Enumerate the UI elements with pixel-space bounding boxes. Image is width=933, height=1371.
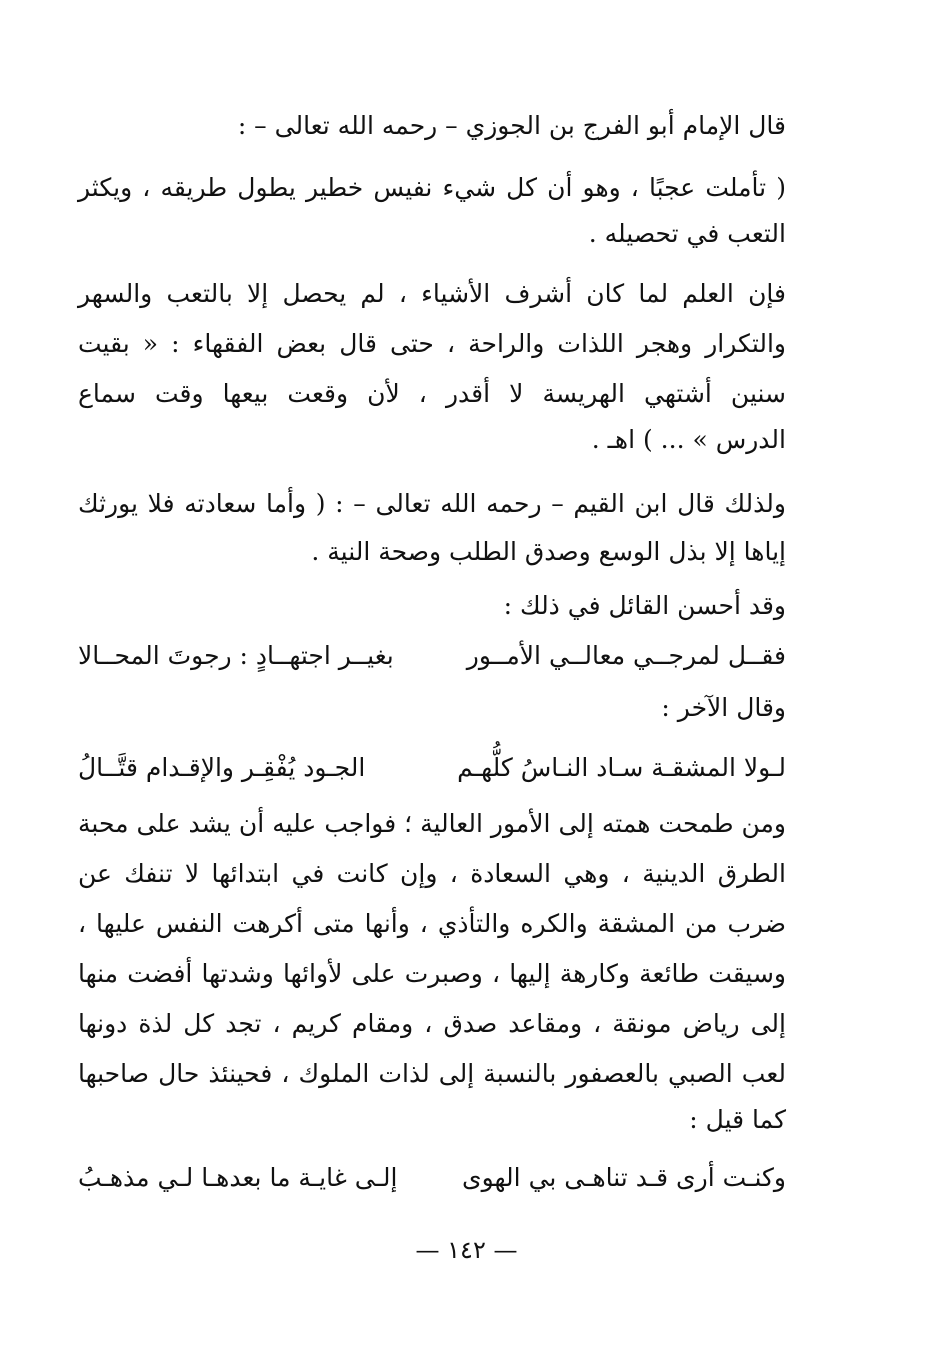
text-line: سنين أشتهي الهريسة لا أقدر ، لأن وقعت بيعها وقت سماع [78, 379, 786, 408]
page-number: — ١٤٢ — [415, 1236, 518, 1264]
verse-first-hemistich: فقــل لمرجــي معالــي الأمــور [466, 641, 786, 670]
text-line: كما قيل : [689, 1105, 786, 1134]
text-line: لعب الصبي بالعصفور بالنسبة إلى لذات الملوك ، فحينئذ حال صاحبها [78, 1059, 786, 1088]
text-line: ولذلك قال ابن القيم – رحمه الله تعالى – : ( وأما سعادته فلا يورثك [78, 489, 786, 518]
text-line: قال الإمام أبو الفرج بن الجوزي – رحمه الله تعالى – : [237, 111, 786, 140]
verse-second-hemistich: الجـود يُفْقِـر والإقـدام قتَّــالُ [78, 753, 366, 782]
text-line: والتكرار وهجر اللذات والراحة ، حتى قال بعض الفقهاء : « بقيت [78, 329, 786, 358]
poem-verse [78, 634, 786, 678]
text-line: الدرس » ... ) اهـ . [591, 425, 786, 454]
text-line: الطرق الدينية ، وهي السعادة ، وإن كانت في ابتدائها لا تنفك عن [78, 859, 786, 888]
verse-second-hemistich: إلـى غايـة ما بعدهـا لـي مذهـبُ [78, 1163, 398, 1192]
text-line: وقال الآخر : [661, 693, 786, 722]
text-line: فإن العلم لما كان أشرف الأشياء ، لم يحصل إلا بالتعب والسهر [78, 279, 786, 308]
text-line: ضرب من المشقة والكره والتأذي ، وأنها متى أكرهت النفس عليها ، [78, 909, 786, 938]
text-line: إلى رياض مونقة ، ومقاعد صدق ، ومقام كريم ، تجد كل لذة دونها [78, 1009, 786, 1038]
verse-second-hemistich: بغيــر اجتهــادٍ : رجوتَ المحــالا [78, 641, 394, 670]
text-line: وقد أحسن القائل في ذلك : [503, 591, 786, 620]
poem-verse [78, 746, 786, 790]
verse-first-hemistich: وكنـت أرى قـد تناهـى بي الهوى [462, 1163, 786, 1192]
text-line: ( تأملت عجبًا ، وهو أن كل شيء نفيس خطير يطول طريقه ، ويكثر [78, 173, 786, 202]
text-line: التعب في تحصيله . [588, 219, 786, 248]
text-line: وسيقت طائعة وكارهة إليها ، وصبرت على لأوائها وشدتها أفضت منها [78, 959, 786, 988]
poem-verse [78, 1156, 786, 1200]
text-line: إياها إلا بذل الوسع وصدق الطلب وصحة النية . [311, 537, 786, 566]
verse-first-hemistich: لـولا المشقـة سـاد النـاسُ كلُّهـم [457, 753, 786, 782]
text-line: ومن طمحت همته إلى الأمور العالية ؛ فواجب عليه أن يشد على محبة [78, 809, 786, 838]
